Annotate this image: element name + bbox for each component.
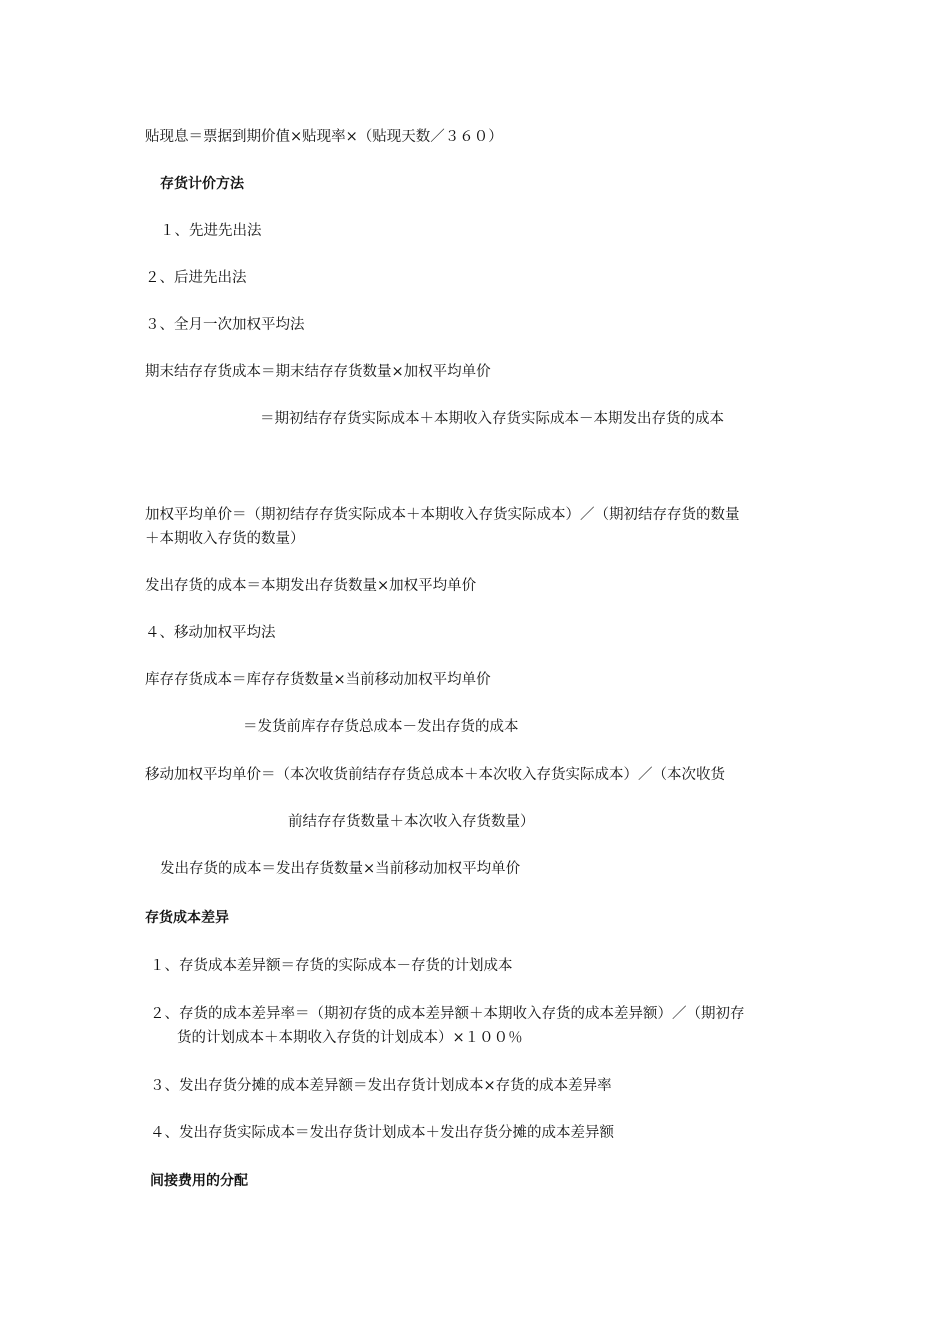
issued-inventory-cost-formula: 发出存货的成本＝本期发出存货数量×加权平均单价: [145, 578, 477, 594]
ending-inventory-cost-formula-continued: ＝期初结存存货实际成本＋本期收入存货实际成本－本期发出存货的成本: [260, 411, 724, 427]
method-monthly-weighted-average: ３、全月一次加权平均法: [145, 317, 305, 333]
discount-interest-formula: 贴现息＝票据到期价值×贴现率×（贴现天数／３６０）: [145, 129, 503, 145]
weighted-average-unit-price-formula-continued: ＋本期收入存货的数量）: [145, 531, 305, 547]
allocated-variance-formula: ３、发出存货分摊的成本差异额＝发出存货计划成本×存货的成本差异率: [150, 1078, 612, 1094]
cost-variance-rate-formula-continued: 货的计划成本＋本期收入存货的计划成本）×１００％: [177, 1030, 523, 1046]
ending-inventory-cost-formula: 期末结存存货成本＝期末结存存货数量×加权平均单价: [145, 364, 491, 380]
cost-variance-amount-formula: １、存货成本差异额＝存货的实际成本－存货的计划成本: [150, 958, 513, 974]
stock-inventory-cost-formula-continued: ＝发货前库存存货总成本－发出存货的成本: [243, 719, 519, 735]
section-heading-cost-variance: 存货成本差异: [145, 910, 229, 926]
stock-inventory-cost-formula: 库存存货成本＝库存存货数量×当前移动加权平均单价: [145, 672, 491, 688]
section-heading-inventory-valuation: 存货计价方法: [160, 176, 244, 192]
method-moving-weighted-average: ４、移动加权平均法: [145, 625, 276, 641]
moving-average-unit-price-formula-continued: 前结存存货数量＋本次收入存货数量）: [288, 814, 535, 830]
weighted-average-unit-price-formula: 加权平均单价＝（期初结存存货实际成本＋本期收入存货实际成本）／（期初结存存货的数量: [145, 507, 740, 523]
section-heading-indirect-cost-allocation: 间接费用的分配: [150, 1173, 248, 1189]
method-fifo: １、先进先出法: [160, 223, 262, 239]
issued-actual-cost-formula: ４、发出存货实际成本＝发出存货计划成本＋发出存货分摊的成本差异额: [150, 1125, 614, 1141]
issued-inventory-cost-moving-formula: 发出存货的成本＝发出存货数量×当前移动加权平均单价: [160, 861, 521, 877]
cost-variance-rate-formula: ２、存货的成本差异率＝（期初存货的成本差异额＋本期收入存货的成本差异额）／（期初存: [150, 1006, 745, 1022]
moving-average-unit-price-formula: 移动加权平均单价＝（本次收货前结存存货总成本＋本次收入存货实际成本）／（本次收货: [145, 767, 725, 783]
method-lifo: ２、后进先出法: [145, 270, 247, 286]
